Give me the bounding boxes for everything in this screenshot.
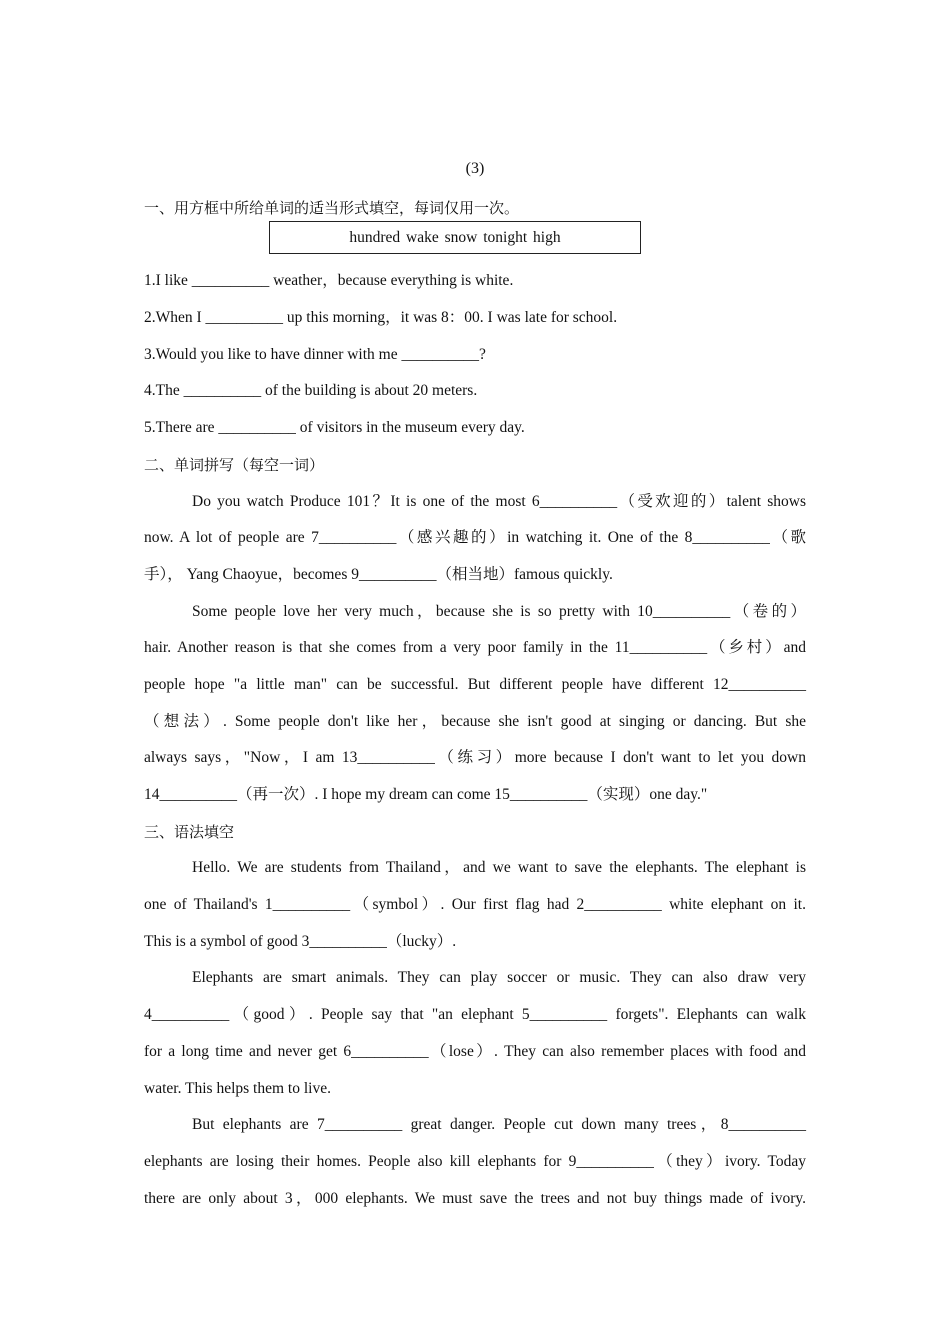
passage1-line: Some people love her very much，because she is so pretty with 10__________（卷的） <box>192 602 806 620</box>
passage2-line: 4__________（good）. People say that "an elephant 5__________ forgets". Elephants can walk <box>144 1006 806 1024</box>
passage2-line: Elephants are smart animals. They can play soccer or music. They can also draw very <box>192 969 806 987</box>
worksheet-content <box>144 196 806 1223</box>
passage1-line: （想法）. Some people don't like her，because she isn't good at singing or dancing. But she <box>144 712 806 730</box>
passage1-line: always says，"Now，I am 13__________（练习）more because I don't want to let you down <box>144 749 806 767</box>
passage2-line: there are only about 3，000 elephants. We must save the trees and not buy things made of ivory. <box>144 1189 806 1207</box>
passage2-line: one of Thailand's 1__________（symbol）. Our first flag had 2__________ white elephant on it. <box>144 896 806 914</box>
question-2: 2.When I __________ up this morning，it was 8：00. I was late for school. <box>144 309 618 327</box>
passage1-line: hair. Another reason is that she comes from a very poor family in the 11__________（乡村）and <box>144 639 806 657</box>
passage2-line: This is a symbol of good 3__________（lucky）. <box>144 932 457 950</box>
question-5: 5.There are __________ of visitors in the museum every day. <box>144 419 525 437</box>
section3-heading: 三、语法填空 <box>144 822 235 841</box>
passage2-line: water. This helps them to live. <box>144 1079 331 1097</box>
page-number: (3) <box>465 160 485 177</box>
question-1: 1.I like __________ weather，because everything is white. <box>144 272 514 290</box>
section2-heading: 二、单词拼写（每空一词） <box>144 455 325 474</box>
passage1-line: 手）， Yang Chaoyue，becomes 9__________（相当地）famous quickly. <box>144 565 613 583</box>
word-box: hundred wake snow tonight high <box>269 221 641 254</box>
passage2-line: Hello. We are students from Thailand，and we want to save the elephants. The elephant is <box>192 859 806 877</box>
passage1-line: Do you watch Produce 101？It is one of the most 6__________（受欢迎的）talent shows <box>192 492 806 510</box>
question-4: 4.The __________ of the building is about 20 meters. <box>144 382 478 400</box>
passage1-line: 14__________（再一次）. I hope my dream can come 15__________（实现）one day." <box>144 786 708 803</box>
passage2-line: for a long time and never get 6__________（lose）. They can also remember places with food and <box>144 1042 806 1060</box>
passage2-line: elephants are losing their homes. People also kill elephants for 9__________（they）ivory. Today <box>144 1152 806 1170</box>
passage1-line: people hope "a little man" can be successful. But different people have different 12__________ <box>144 675 806 693</box>
section1-heading: 一、用方框中所给单词的适当形式填空，每词仅用一次。 <box>144 199 520 217</box>
passage1-line: now. A lot of people are 7__________（感兴趣的）in watching it. One of the 8__________（歌 <box>144 529 806 547</box>
word-box-spacer <box>144 233 806 270</box>
question-3: 3.Would you like to have dinner with me __________? <box>144 345 486 363</box>
passage2-line: But elephants are 7__________ great danger. People cut down many trees，8__________ <box>192 1116 806 1134</box>
